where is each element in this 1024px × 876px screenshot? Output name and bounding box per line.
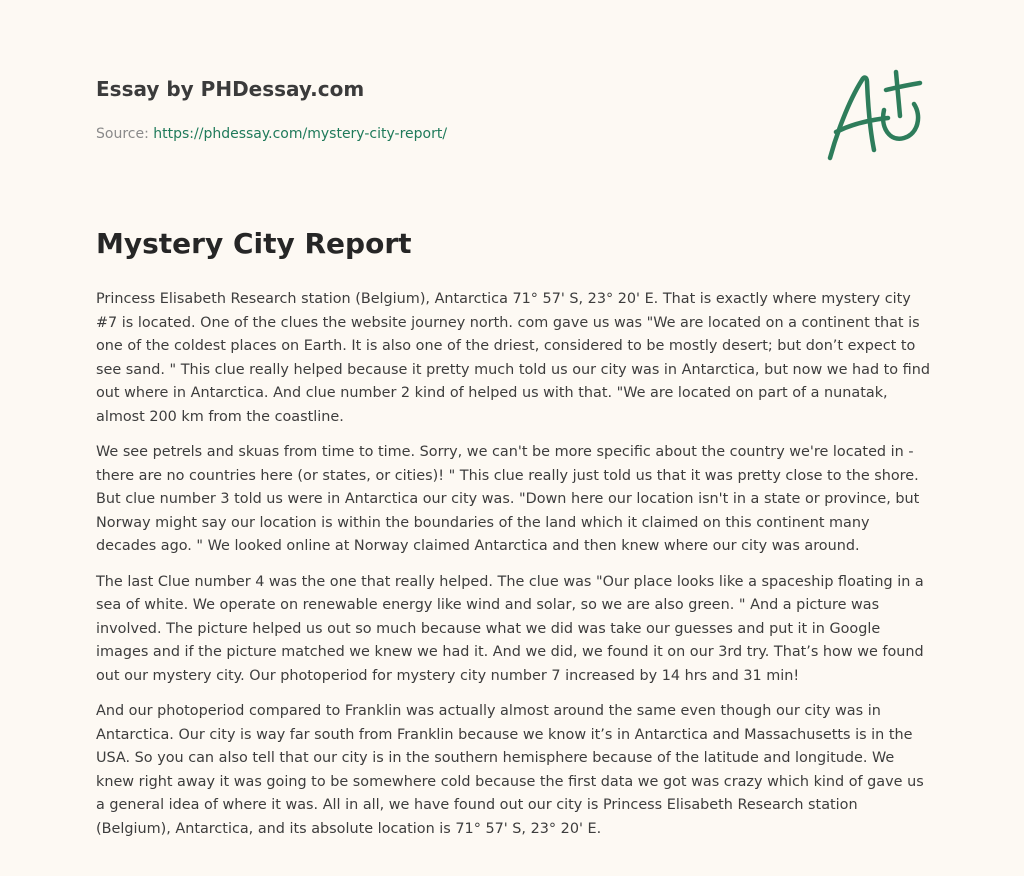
a-plus-grade-logo-icon: [822, 66, 932, 166]
article-paragraph: The last Clue number 4 was the one that really helped. The clue was "Our place looks like a spaceship floating in a sea of white. We operate on renewable energy like wind and solar, so we are also green. " And a picture was involved. The picture helped us out so much because what we did was take our guesses and put it in Google images and if the picture matched we knew we had it. And we did, we found it on our 3rd try. That’s how we found out our mystery city. Our photoperiod for mystery city number 7 increased by 14 hrs and 31 min!: [96, 573, 924, 684]
source-line: [96, 124, 796, 144]
article-paragraph: And our photoperiod compared to Franklin was actually almost around the same even though our city was in Antarctica. Our city is way far south from Franklin because we know it’s in Antarctica and Massachusetts is in the USA. So you can also tell that our city is in the southern hemisphere because of the latitude and longitude. We knew right away it was going to be somewhere cold because the first data we got was crazy which kind of gave us a general idea of where it was. All in all, we have found out our city is Princess Elisabeth Research station (Belgium), Antarctica, and its absolute location is 71° 57' S, 23° 20' E.: [96, 703, 924, 837]
article-paragraph: Princess Elisabeth Research station (Belgium), Antarctica 71° 57' S, 23° 20' E. That is exactly where mystery city #7 is located. One of the clues the website journey north. com gave us was "We are located on a continent that is one of the coldest places on Earth. It is also one of the driest, considered to be mostly desert; but don’t expect to see sand. " This clue really helped because it pretty much told us our city was in Antarctica, but now we had to find out where in Antarctica. And clue number 2 kind of helped us with that. "We are located on part of a nunatak, almost 200 km from the coastline.: [96, 291, 930, 425]
source-label: Source:: [96, 126, 154, 142]
site-title: Essay by PHDessay.com: [96, 77, 365, 101]
article-paragraph: We see petrels and skuas from time to time. Sorry, we can't be more specific about the country we're located in - there are no countries here (or states, or cities)! " This clue really just told us that it was pretty close to the shore. But clue number 3 told us were in Antarctica our city was. "Down here our location isn't in a state or province, but Norway might say our location is within the boundaries of the land which it claimed on this continent many decades ago. " We looked online at Norway claimed Antarctica and then knew where our city was around.: [96, 444, 920, 554]
article-title: Mystery City Report: [96, 227, 412, 260]
article: [96, 224, 932, 853]
source-link[interactable]: https://phdessay.com/mystery-city-report/: [153, 126, 448, 142]
page-header: [96, 74, 796, 144]
